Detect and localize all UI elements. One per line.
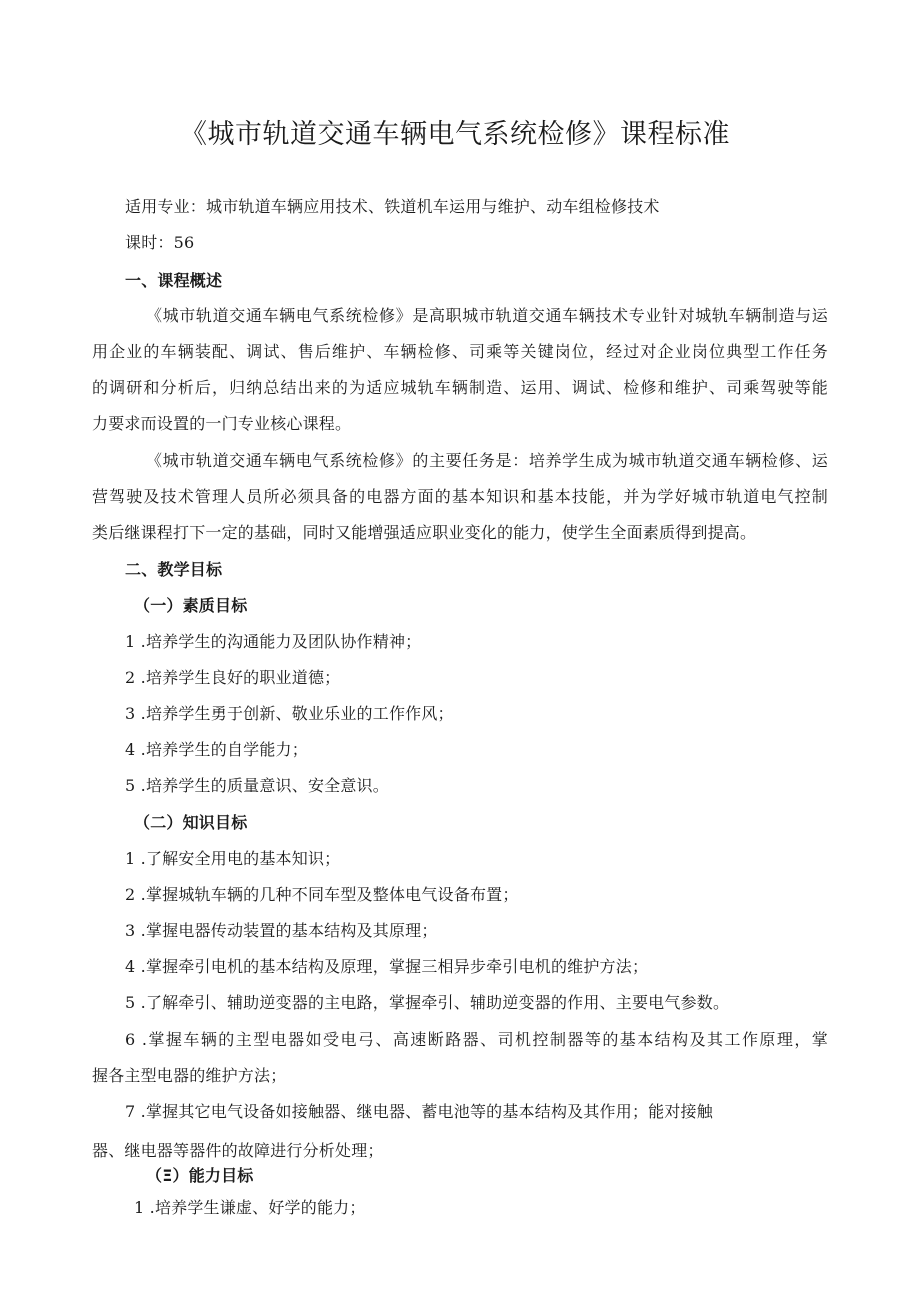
overview-p2-line-2: 营驾驶及技术管理人员所必须具备的电器方面的基本知识和基本技能，并为学好城市轨道电气控制 <box>92 487 828 506</box>
knowledge-item: 2 .掌握城轨车辆的几种不同车型及整体电气设备布置； <box>125 885 519 904</box>
quality-item: 1 .培养学生的沟通能力及团队协作精神； <box>125 632 422 651</box>
knowledge-item-6-line-2: 握各主型电器的维护方法； <box>92 1066 287 1085</box>
quality-item: 2 .培养学生良好的职业道德； <box>125 668 341 687</box>
knowledge-item: 3 .掌握电器传动装置的基本结构及其原理； <box>125 921 438 940</box>
quality-item: 3 .培养学生勇于创新、敬业乐业的工作作风； <box>125 704 454 723</box>
overview-p2-line-1: 《城市轨道交通车辆电气系统检修》的主要任务是：培养学生成为城市轨道交通车辆检修、运 <box>146 451 828 470</box>
knowledge-item: 1 .了解安全用电的基本知识； <box>125 849 341 868</box>
quality-item: 4 .培养学生的自学能力； <box>125 740 308 759</box>
overview-p1-line-4: 力要求而设置的一门专业核心课程。 <box>92 414 352 433</box>
applicable-major: 适用专业：城市轨道车辆应用技术、铁道机车运用与维护、动车组检修技术 <box>125 197 660 216</box>
overview-p1-line-1: 《城市轨道交通车辆电气系统检修》是高职城市轨道交通车辆技术专业针对城轨车辆制造与运 <box>146 306 828 325</box>
quality-item: 5 .培养学生的质量意识、安全意识。 <box>125 776 389 795</box>
course-hours: 课时：56 <box>125 233 195 252</box>
knowledge-item-7-line-2: 器、继电器等器件的故障进行分析处理； <box>92 1141 384 1160</box>
section-heading-objectives: 二、教学目标 <box>125 560 223 579</box>
overview-p2-line-3: 类后继课程打下一定的基础，同时又能增强适应职业变化的能力，使学生全面素质得到提高。 <box>92 523 757 542</box>
section-heading-overview: 一、课程概述 <box>125 271 223 290</box>
subheading-knowledge: （二）知识目标 <box>134 813 248 832</box>
overview-p1-line-2: 用企业的车辆装配、调试、售后维护、车辆检修、司乘等关键岗位，经过对企业岗位典型工作任务 <box>92 342 828 361</box>
subheading-ability: （Ξ）能力目标 <box>146 1166 254 1185</box>
overview-p1-line-3: 的调研和分析后，归纳总结出来的为适应城轨车辆制造、运用、调试、检修和维护、司乘驾驶等能 <box>92 378 828 397</box>
subheading-quality: （一）素质目标 <box>134 596 248 615</box>
knowledge-item: 5 .了解牵引、辅助逆变器的主电路，掌握牵引、辅助逆变器的作用、主要电气参数。 <box>125 993 730 1012</box>
knowledge-item-7-line-1: 7 .掌握其它电气设备如接触器、继电器、蓄电池等的基本结构及其作用；能对接触 <box>125 1102 713 1121</box>
knowledge-item-6-line-1: 6 .掌握车辆的主型电器如受电弓、高速断路器、司机控制器等的基本结构及其工作原理，掌 <box>125 1030 828 1049</box>
ability-item: 1 .培养学生谦虚、好学的能力； <box>134 1198 366 1217</box>
page-title: 《城市轨道交通车辆电气系统检修》课程标准 <box>180 119 730 150</box>
knowledge-item: 4 .掌握牵引电机的基本结构及原理，掌握三相异步牵引电机的维护方法； <box>125 957 649 976</box>
